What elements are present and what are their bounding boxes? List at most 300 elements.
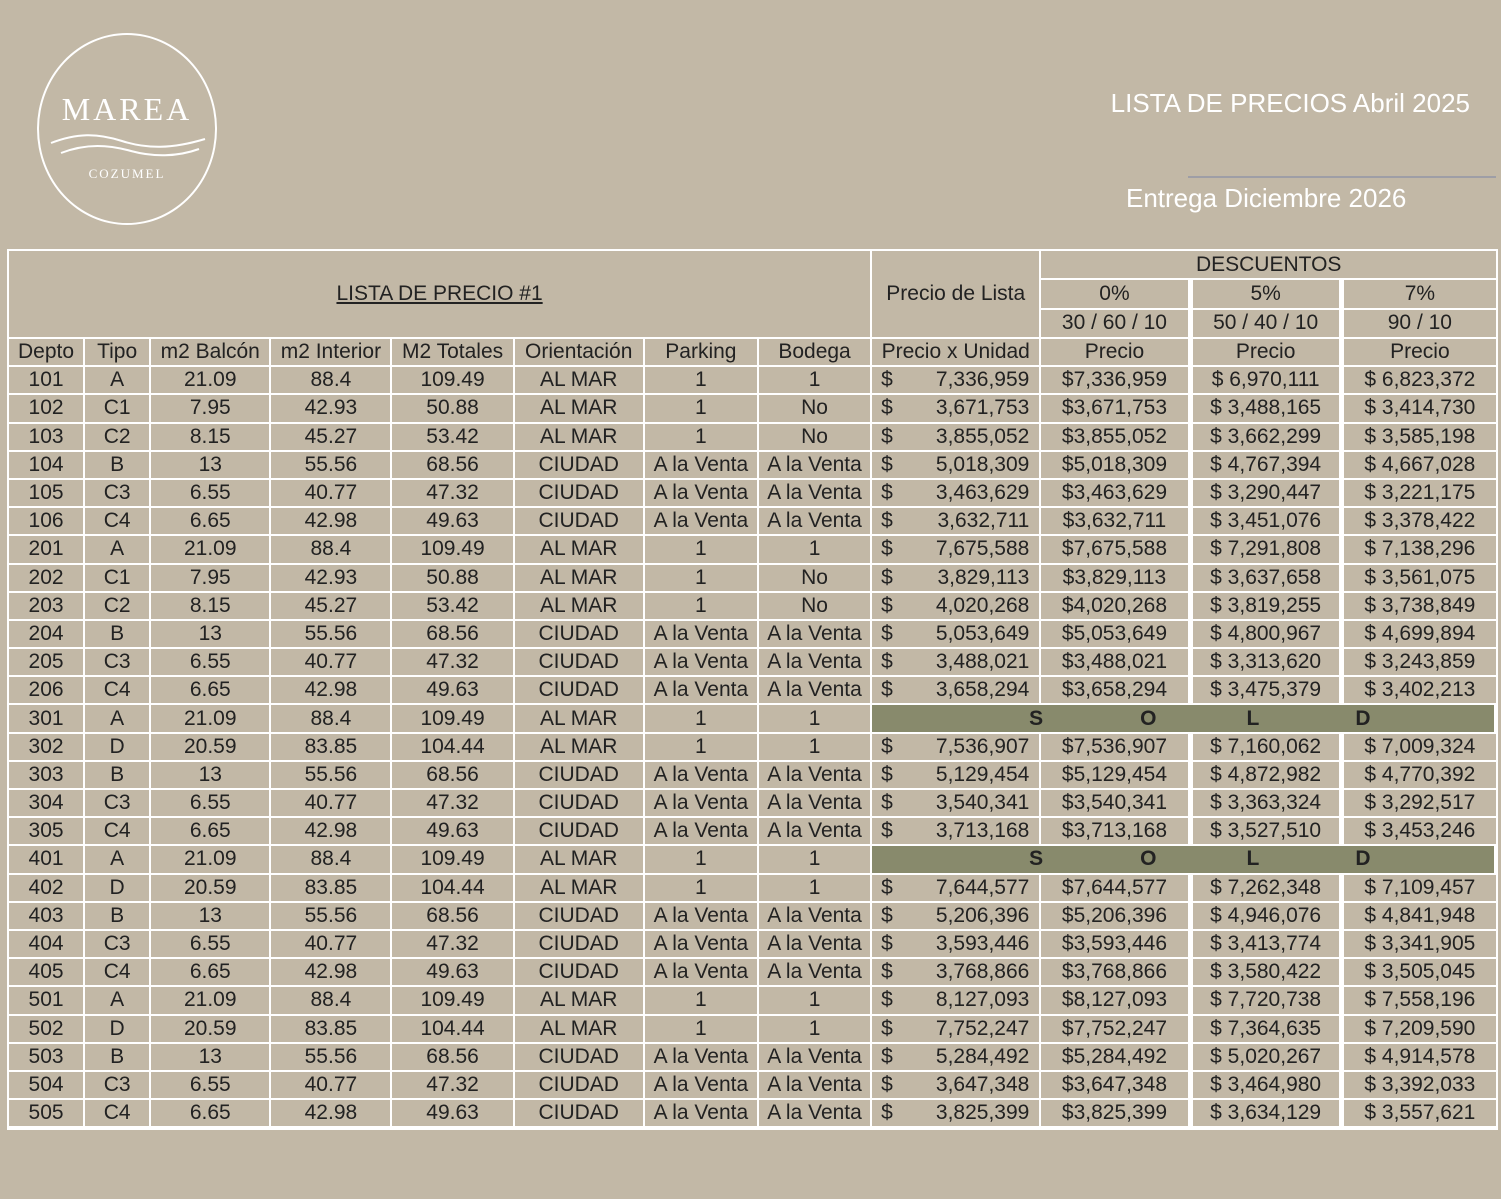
cell-orientacion: CIUDAD [515,818,645,846]
cell-precio-5: $ 3,451,076 [1193,508,1344,536]
discount-0-pct: 0% [1041,280,1192,309]
sold-letter: O [1140,706,1157,730]
cell-orientacion: CIUDAD [515,903,645,931]
price-value: 5,018,309 [935,452,1030,476]
cell-precio-5: $ 7,291,808 [1193,536,1344,564]
cell-totales: 109.49 [392,987,514,1015]
table-row [9,1016,1496,1044]
cell-precio-7: $ 3,402,213 [1344,677,1496,705]
currency-symbol: $ [881,734,893,758]
cell-totales: 104.44 [392,734,514,762]
cell-precio-7: $ 7,109,457 [1344,875,1496,903]
cell-interior: 42.98 [271,818,392,846]
currency-symbol: $ [881,452,893,476]
cell-precio-0: $7,644,577 [1041,875,1192,903]
cell-tipo: D [85,734,151,762]
cell-bodega: A la Venta [759,1072,872,1100]
cell-interior: 42.98 [271,677,392,705]
cell-interior: 42.98 [271,1100,392,1128]
cell-precio-5: $ 3,290,447 [1193,480,1344,508]
table-row [9,987,1496,1015]
table-row [9,875,1496,903]
cell-totales: 68.56 [392,903,514,931]
cell-precio-unidad [872,367,1041,395]
cell-balcon: 6.65 [151,818,271,846]
currency-symbol: $ [881,593,893,617]
currency-symbol: $ [881,819,893,843]
currency-symbol: $ [881,678,893,702]
cell-totales: 50.88 [392,565,514,593]
cell-precio-unidad [872,536,1041,564]
cell-tipo: C3 [85,1072,151,1100]
cell-depto: 102 [9,395,85,423]
cell-precio-unidad [872,1044,1041,1072]
cell-interior: 83.85 [271,875,392,903]
cell-tipo: C4 [85,959,151,987]
cell-balcon: 13 [151,452,271,480]
cell-balcon: 13 [151,1044,271,1072]
cell-precio-0: $8,127,093 [1041,987,1192,1015]
cell-precio-5: $ 5,020,267 [1193,1044,1344,1072]
cell-orientacion: CIUDAD [515,452,645,480]
cell-depto: 405 [9,959,85,987]
cell-depto: 106 [9,508,85,536]
cell-precio-unidad [872,677,1041,705]
cell-totales: 47.32 [392,1072,514,1100]
cell-parking: A la Venta [645,452,759,480]
cell-parking: A la Venta [645,621,759,649]
cell-precio-unidad [872,790,1041,818]
cell-depto: 206 [9,677,85,705]
cell-parking: 1 [645,395,759,423]
cell-tipo: C2 [85,593,151,621]
cell-depto: 202 [9,565,85,593]
cell-precio-7: $ 3,292,517 [1344,790,1496,818]
cell-precio-unidad [872,508,1041,536]
price-table [7,249,1498,1130]
col-parking: Parking [645,339,759,367]
cell-orientacion: CIUDAD [515,1044,645,1072]
table-row [9,593,1496,621]
cell-balcon: 6.55 [151,931,271,959]
cell-depto: 505 [9,1100,85,1128]
cell-precio-7: $ 4,699,894 [1344,621,1496,649]
cell-totales: 49.63 [392,959,514,987]
cell-precio-7: $ 7,209,590 [1344,1016,1496,1044]
cell-balcon: 6.55 [151,649,271,677]
cell-precio-0: $5,284,492 [1041,1044,1192,1072]
cell-precio-7: $ 7,558,196 [1344,987,1496,1015]
cell-precio-unidad [872,1100,1041,1128]
price-value: 3,488,021 [935,650,1030,674]
table-row [9,705,1496,733]
cell-balcon: 21.09 [151,987,271,1015]
cell-interior: 83.85 [271,734,392,762]
sold-banner [872,705,1496,733]
cell-parking: A la Venta [645,790,759,818]
cell-totales: 68.56 [392,452,514,480]
cell-precio-unidad [872,762,1041,790]
table-row [9,480,1496,508]
price-value: 3,829,113 [937,565,1030,589]
table-row [9,818,1496,846]
price-value: 5,206,396 [935,903,1030,927]
cell-bodega: A la Venta [759,649,872,677]
cell-precio-7: $ 3,243,859 [1344,649,1496,677]
cell-precio-7: $ 3,378,422 [1344,508,1496,536]
cell-precio-7: $ 7,009,324 [1344,734,1496,762]
cell-precio-unidad [872,649,1041,677]
cell-precio-5: $ 3,634,129 [1193,1100,1344,1128]
table-row [9,649,1496,677]
cell-totales: 47.32 [392,649,514,677]
cell-orientacion: CIUDAD [515,621,645,649]
cell-tipo: A [85,536,151,564]
discount-7-terms: 90 / 10 [1344,310,1496,339]
cell-parking: A la Venta [645,818,759,846]
cell-precio-0: $7,752,247 [1041,1016,1192,1044]
cell-depto: 304 [9,790,85,818]
price-value: 3,658,294 [935,678,1030,702]
cell-precio-7: $ 3,414,730 [1344,395,1496,423]
cell-tipo: C4 [85,1100,151,1128]
currency-symbol: $ [881,1044,893,1068]
price-value: 3,713,168 [935,819,1030,843]
cell-bodega: A la Venta [759,1100,872,1128]
cell-balcon: 6.65 [151,677,271,705]
cell-interior: 88.4 [271,846,392,874]
cell-tipo: C3 [85,790,151,818]
cell-bodega: 1 [759,367,872,395]
cell-depto: 203 [9,593,85,621]
cell-precio-0: $3,855,052 [1041,424,1192,452]
cell-precio-5: $ 3,475,379 [1193,677,1344,705]
cell-precio-5: $ 3,637,658 [1193,565,1344,593]
cell-depto: 204 [9,621,85,649]
cell-precio-7: $ 6,823,372 [1344,367,1496,395]
cell-tipo: B [85,762,151,790]
cell-precio-unidad [872,903,1041,931]
cell-depto: 105 [9,480,85,508]
currency-symbol: $ [881,537,893,561]
cell-totales: 47.32 [392,790,514,818]
col-totales: M2 Totales [392,339,514,367]
cell-balcon: 13 [151,621,271,649]
cell-totales: 47.32 [392,931,514,959]
cell-precio-7: $ 4,841,948 [1344,903,1496,931]
currency-symbol: $ [881,621,893,645]
cell-precio-unidad [872,480,1041,508]
cell-precio-5: $ 7,160,062 [1193,734,1344,762]
cell-precio-0: $5,129,454 [1041,762,1192,790]
table-row [9,734,1496,762]
price-value: 3,463,629 [935,481,1030,505]
cell-precio-5: $ 4,767,394 [1193,452,1344,480]
cell-balcon: 13 [151,903,271,931]
cell-tipo: C3 [85,480,151,508]
cell-depto: 301 [9,705,85,733]
cell-parking: A la Venta [645,480,759,508]
price-value: 3,540,341 [935,791,1030,815]
table-row [9,677,1496,705]
currency-symbol: $ [881,509,893,533]
cell-depto: 302 [9,734,85,762]
logo-waves-icon [47,131,209,171]
currency-symbol: $ [881,1072,893,1096]
cell-precio-5: $ 4,872,982 [1193,762,1344,790]
cell-precio-0: $3,463,629 [1041,480,1192,508]
sold-letter: S [1029,706,1044,730]
cell-depto: 503 [9,1044,85,1072]
cell-parking: 1 [645,875,759,903]
cell-bodega: 1 [759,734,872,762]
cell-tipo: A [85,367,151,395]
cell-bodega: 1 [759,875,872,903]
cell-parking: 1 [645,1016,759,1044]
cell-parking: 1 [645,987,759,1015]
cell-precio-7: $ 3,585,198 [1344,424,1496,452]
currency-symbol: $ [881,960,893,984]
cell-depto: 404 [9,931,85,959]
cell-orientacion: AL MAR [515,536,645,564]
cell-tipo: C1 [85,395,151,423]
cell-balcon: 6.55 [151,480,271,508]
cell-precio-unidad [872,931,1041,959]
cell-interior: 88.4 [271,367,392,395]
cell-tipo: C4 [85,677,151,705]
cell-parking: 1 [645,565,759,593]
price-value: 7,644,577 [935,875,1030,899]
cell-orientacion: AL MAR [515,395,645,423]
currency-symbol: $ [881,988,893,1012]
cell-parking: A la Venta [645,1044,759,1072]
cell-precio-unidad [872,987,1041,1015]
cell-balcon: 6.65 [151,959,271,987]
cell-precio-5: $ 3,464,980 [1193,1072,1344,1100]
price-value: 3,855,052 [935,424,1030,448]
cell-precio-0: $3,713,168 [1041,818,1192,846]
cell-bodega: No [759,395,872,423]
cell-balcon: 7.95 [151,395,271,423]
currency-symbol: $ [881,481,893,505]
col-balcon: m2 Balcón [151,339,271,367]
sold-letter: S [1029,847,1044,871]
cell-interior: 40.77 [271,480,392,508]
table-row [9,762,1496,790]
cell-precio-5: $ 4,800,967 [1193,621,1344,649]
cell-balcon: 20.59 [151,734,271,762]
cell-tipo: A [85,987,151,1015]
marea-logo [37,33,217,225]
cell-totales: 53.42 [392,593,514,621]
cell-totales: 104.44 [392,1016,514,1044]
table-row [9,931,1496,959]
cell-precio-unidad [872,593,1041,621]
cell-totales: 49.63 [392,818,514,846]
cell-precio-0: $7,536,907 [1041,734,1192,762]
cell-precio-unidad [872,1016,1041,1044]
currency-symbol: $ [881,424,893,448]
discount-5-pct: 5% [1193,280,1344,309]
col-precio-5: Precio [1193,339,1344,367]
cell-interior: 42.93 [271,565,392,593]
cell-bodega: A la Venta [759,931,872,959]
cell-depto: 401 [9,846,85,874]
cell-bodega: 1 [759,987,872,1015]
cell-orientacion: AL MAR [515,424,645,452]
cell-precio-0: $3,540,341 [1041,790,1192,818]
cell-precio-5: $ 3,580,422 [1193,959,1344,987]
cell-precio-5: $ 6,970,111 [1193,367,1344,395]
cell-balcon: 21.09 [151,367,271,395]
cell-orientacion: AL MAR [515,565,645,593]
cell-precio-0: $5,206,396 [1041,903,1192,931]
cell-precio-0: $3,825,399 [1041,1100,1192,1128]
cell-bodega: 1 [759,536,872,564]
cell-balcon: 6.65 [151,1100,271,1128]
discount-0-terms: 30 / 60 / 10 [1041,310,1192,339]
cell-orientacion: AL MAR [515,705,645,733]
cell-precio-0: $5,018,309 [1041,452,1192,480]
cell-parking: A la Venta [645,959,759,987]
cell-precio-7: $ 3,505,045 [1344,959,1496,987]
cell-tipo: C1 [85,565,151,593]
cell-tipo: C4 [85,508,151,536]
cell-depto: 201 [9,536,85,564]
cell-tipo: B [85,903,151,931]
cell-precio-unidad [872,818,1041,846]
cell-parking: A la Venta [645,677,759,705]
cell-orientacion: AL MAR [515,846,645,874]
delivery-date: Entrega Diciembre 2026 [1126,183,1407,213]
table-row [9,565,1496,593]
cell-parking: 1 [645,536,759,564]
table-row [9,959,1496,987]
cell-bodega: A la Venta [759,790,872,818]
cell-interior: 42.98 [271,508,392,536]
cell-depto: 303 [9,762,85,790]
descuentos-header: DESCUENTOS [1041,251,1496,280]
cell-bodega: A la Venta [759,480,872,508]
cell-bodega: A la Venta [759,762,872,790]
cell-orientacion: AL MAR [515,987,645,1015]
table-row [9,508,1496,536]
cell-interior: 55.56 [271,452,392,480]
cell-interior: 55.56 [271,621,392,649]
cell-balcon: 20.59 [151,1016,271,1044]
column-header-row [9,339,1496,367]
currency-symbol: $ [881,903,893,927]
cell-precio-5: $ 7,364,635 [1193,1016,1344,1044]
currency-symbol: $ [881,932,893,956]
currency-symbol: $ [881,650,893,674]
cell-orientacion: AL MAR [515,1016,645,1044]
table-row [9,1072,1496,1100]
cell-totales: 104.44 [392,875,514,903]
cell-parking: A la Venta [645,1072,759,1100]
cell-interior: 88.4 [271,705,392,733]
logo-name: MAREA [61,91,193,127]
logo-subtitle: COZUMEL [88,166,166,181]
cell-interior: 40.77 [271,790,392,818]
col-bodega: Bodega [759,339,872,367]
cell-tipo: B [85,452,151,480]
cell-precio-7: $ 3,392,033 [1344,1072,1496,1100]
cell-interior: 88.4 [271,536,392,564]
precio-lista-header: Precio de Lista [872,251,1041,339]
table-row [9,1100,1496,1128]
currency-symbol: $ [881,396,893,420]
cell-precio-7: $ 3,738,849 [1344,593,1496,621]
cell-precio-unidad [872,734,1041,762]
cell-precio-5: $ 3,313,620 [1193,649,1344,677]
cell-totales: 49.63 [392,508,514,536]
cell-depto: 104 [9,452,85,480]
cell-precio-0: $3,593,446 [1041,931,1192,959]
price-value: 4,020,268 [935,593,1030,617]
price-value: 3,825,399 [935,1101,1030,1125]
currency-symbol: $ [881,1016,893,1040]
cell-interior: 55.56 [271,1044,392,1072]
cell-totales: 109.49 [392,536,514,564]
cell-orientacion: CIUDAD [515,480,645,508]
cell-precio-0: $3,488,021 [1041,649,1192,677]
cell-tipo: B [85,621,151,649]
cell-precio-5: $ 3,413,774 [1193,931,1344,959]
cell-balcon: 6.55 [151,790,271,818]
cell-bodega: A la Venta [759,677,872,705]
cell-precio-0: $3,829,113 [1041,565,1192,593]
col-orientacion: Orientación [515,339,645,367]
sold-letter: O [1140,847,1157,871]
cell-orientacion: CIUDAD [515,649,645,677]
cell-balcon: 21.09 [151,705,271,733]
cell-precio-unidad [872,875,1041,903]
price-value: 5,284,492 [935,1044,1030,1068]
cell-precio-7: $ 4,770,392 [1344,762,1496,790]
cell-interior: 45.27 [271,593,392,621]
cell-precio-0: $3,671,753 [1041,395,1192,423]
cell-interior: 88.4 [271,987,392,1015]
cell-totales: 109.49 [392,367,514,395]
cell-totales: 68.56 [392,621,514,649]
price-value: 7,752,247 [935,1016,1030,1040]
currency-symbol: $ [881,791,893,815]
cell-totales: 50.88 [392,395,514,423]
cell-parking: 1 [645,734,759,762]
discount-7-pct: 7% [1344,280,1496,309]
cell-bodega: A la Venta [759,1044,872,1072]
cell-orientacion: CIUDAD [515,1100,645,1128]
cell-precio-unidad [872,1072,1041,1100]
cell-depto: 504 [9,1072,85,1100]
table-row [9,367,1496,395]
cell-orientacion: CIUDAD [515,931,645,959]
cell-depto: 103 [9,424,85,452]
price-value: 3,632,711 [937,509,1030,533]
cell-precio-7: $ 4,914,578 [1344,1044,1496,1072]
cell-precio-0: $3,632,711 [1041,508,1192,536]
cell-bodega: A la Venta [759,452,872,480]
cell-parking: 1 [645,424,759,452]
price-value: 5,129,454 [935,762,1030,786]
cell-bodega: A la Venta [759,621,872,649]
cell-interior: 42.98 [271,959,392,987]
cell-balcon: 8.15 [151,593,271,621]
cell-precio-7: $ 3,557,621 [1344,1100,1496,1128]
price-value: 3,593,446 [935,932,1030,956]
cell-parking: A la Venta [645,1100,759,1128]
